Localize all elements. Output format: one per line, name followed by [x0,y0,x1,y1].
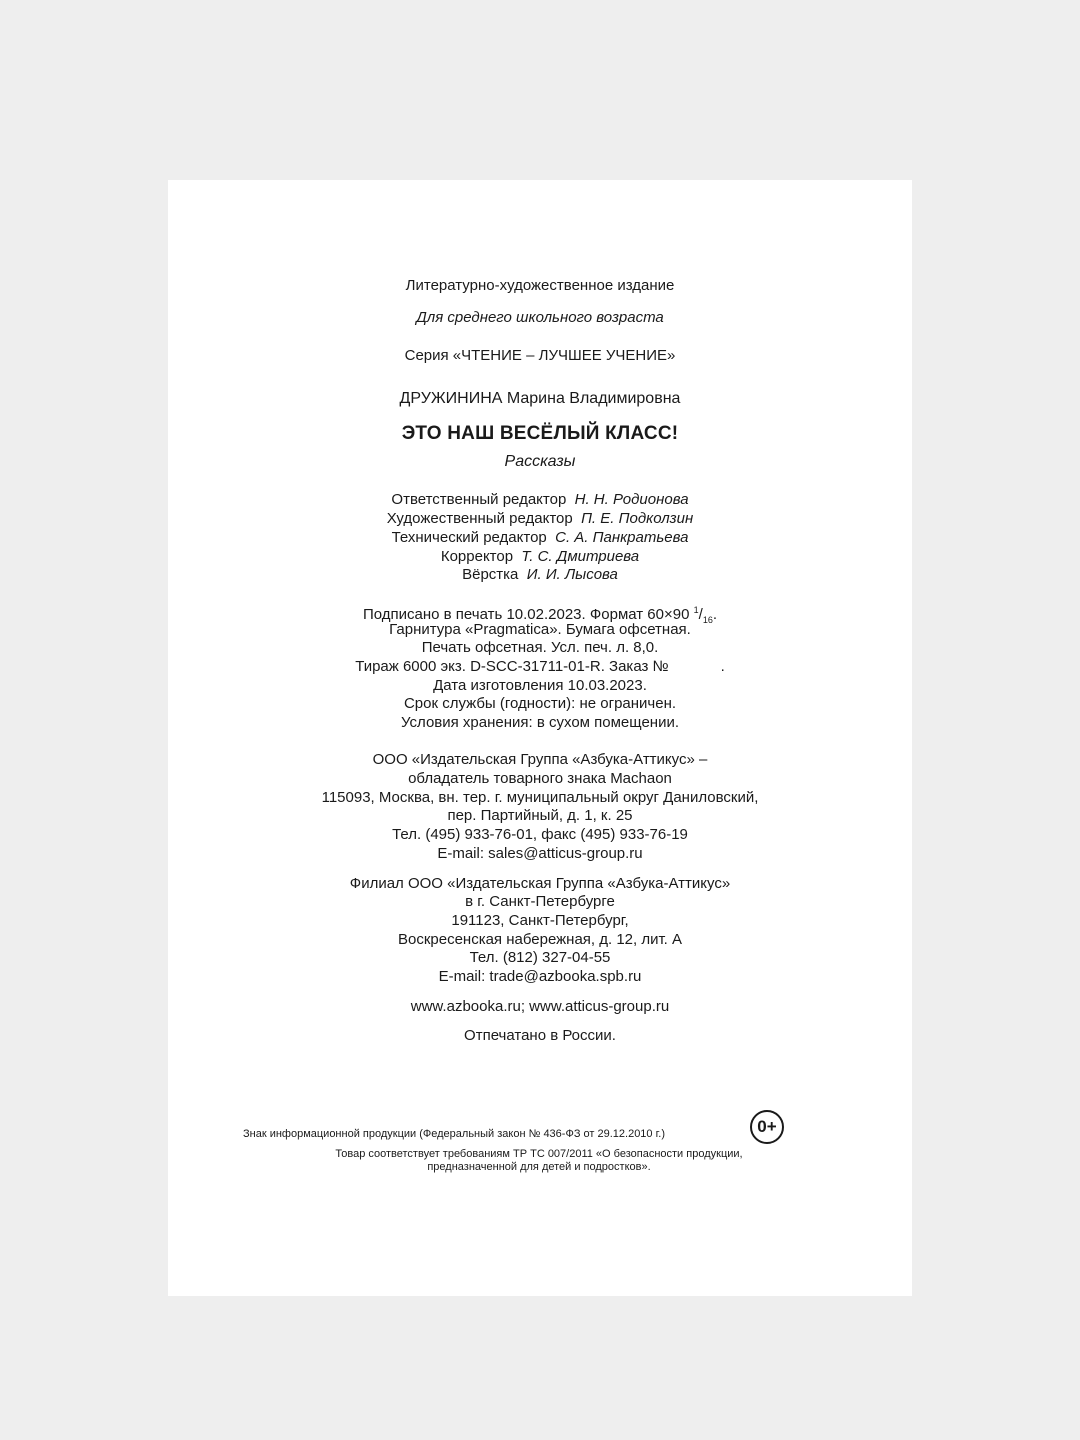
publisher-email: E-mail: sales@atticus-group.ru [437,845,643,862]
publisher-line: Тел. (495) 933-76-01, факс (495) 933-76-19 [392,826,688,843]
edition-type: Литературно-художественное издание [405,277,675,294]
branch-email: E-mail: trade@azbooka.spb.ru [438,968,642,985]
printing: Печать офсетная. Усл. печ. л. 8,0. [421,639,659,656]
author: ДРУЖИНИНА Марина Владимировна [399,390,681,407]
info-sign-text: Знак информационной продукции (Федеральный закон № 436-ФЗ от 29.12.2010 г.) [242,1128,665,1140]
series: Серия «ЧТЕНИЕ – ЛУЧШЕЕ УЧЕНИЕ» [404,347,676,364]
credit-name: И. И. Лысова [526,566,618,583]
credit-line [168,565,912,584]
credit-name: Н. Н. Родионова [574,491,689,508]
audience: Для среднего школьного возраста [416,309,664,326]
credit-name: П. Е. Подколзин [581,510,694,527]
credit-role: Художественный редактор [386,510,573,527]
credit-line [168,528,912,547]
branch-line: Филиал ООО «Издательская Группа «Азбука-Аттикус» [349,875,731,892]
credit-line [168,490,912,509]
format-fraction: $^1/_{16}$ [693,605,713,625]
branch-line: 191123, Санкт-Петербург, [451,912,629,929]
credit-line [168,509,912,528]
book-page [168,180,912,1296]
made-date: Дата изготовления 10.03.2023. [433,677,647,694]
compliance-line-1: Товар соответствует требованиям ТР ТС 007/2011 «О безопасности продукции, [335,1148,743,1160]
publisher-line: 115093, Москва, вн. тер. г. муниципальный округ Даниловский, [321,789,759,806]
book-title: ЭТО НАШ ВЕСЁЛЫЙ КЛАСС! [401,423,679,444]
branch-line: Воскресенская набережная, д. 12, лит. А [397,931,683,948]
credit-name: С. А. Панкратьева [555,529,689,546]
storage: Условия хранения: в сухом помещении. [401,714,679,731]
age-rating-badge: 0+ [750,1110,784,1144]
credit-line [168,547,912,566]
publisher-line: пер. Партийный, д. 1, к. 25 [447,807,633,824]
signed-format: Подписано в печать 10.02.2023. Формат 60×90 $^1/_{16}$. [362,605,717,625]
branch-line: Тел. (812) 327-04-55 [469,949,611,966]
shelf-life: Срок службы (годности): не ограничен. [403,695,677,712]
credit-role: Вёрстка [462,566,519,583]
credit-role: Корректор [440,548,514,565]
branch-line: в г. Санкт-Петербурге [465,893,615,910]
compliance-line-2: предназначенной для детей и подростков». [427,1161,651,1173]
credit-role: Технический редактор [391,529,547,546]
genre: Рассказы [504,453,576,470]
typeface: Гарнитура «Pragmatica». Бумага офсетная. [389,621,691,638]
printed-in: Отпечатано в России. [464,1027,616,1044]
circulation: Тираж 6000 экз. D-SCC-31711-01-R. Заказ № . [355,658,725,675]
publisher-line: обладатель товарного знака Machaon [408,770,672,787]
credit-name: Т. С. Дмитриева [521,548,640,565]
credit-role: Ответственный редактор [391,491,567,508]
websites: www.azbooka.ru; www.atticus-group.ru [410,998,670,1015]
publisher-line: ООО «Издательская Группа «Азбука-Аттикус» – [372,751,708,768]
